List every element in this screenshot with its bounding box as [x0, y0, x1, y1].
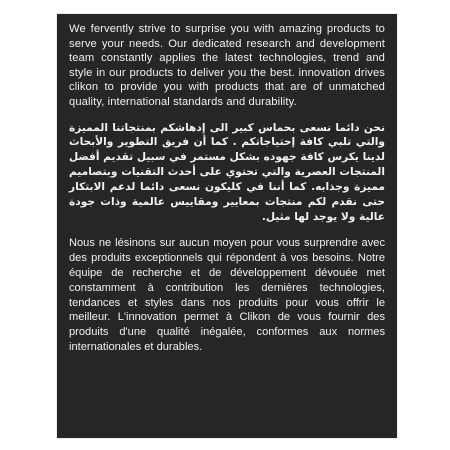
text-panel: [57, 14, 397, 438]
english-paragraph: We fervently strive to surprise you with amazing products to serve your needs. Our dedicated research and development team constantly applies the latest technologies, trend and style in our products to deliver you the best. innovation drives clikon to provide you with products that are of unmatched quality, international standards and durability.: [69, 23, 385, 108]
paragraph-spacer: [69, 225, 385, 236]
arabic-paragraph: نحن دائما نسعى بحماس كبير الى إدهاشكم بمنتجاتنا المميزة والتي تلبي كافة إحتياجاتكم . كما أن فريق التطوير والأبحاث لدينا يكرس كافة جهوده بشكل مستمر في سبيل تقديم أفضل المنتجات العصرية والتي تحتوي على أحدث التقنيات وبتصاميم مميزة وجذابه. كما أننا في كليكون نسعى دائما لدعم الابتكار حتى نقدم لكم منتجات بمعايير ومقاييس عالمية وذات جودة عالية ولا يوجد لها مثيل.: [69, 121, 385, 223]
paragraph-spacer: [69, 110, 385, 121]
french-paragraph: Nous ne lésinons sur aucun moyen pour vous surprendre avec des produits exceptionnels qui répondent à vos besoins. Notre équipe de recherche et de développement dévouée met constamment à contribution les dernières technologies, tendances et styles dans nos produits pour vous offrir le meilleur. L'innovation permet à Clikon de vous fournir des produits d'une qualité inégalée, conformes aux normes internationales et durables.: [69, 236, 385, 354]
